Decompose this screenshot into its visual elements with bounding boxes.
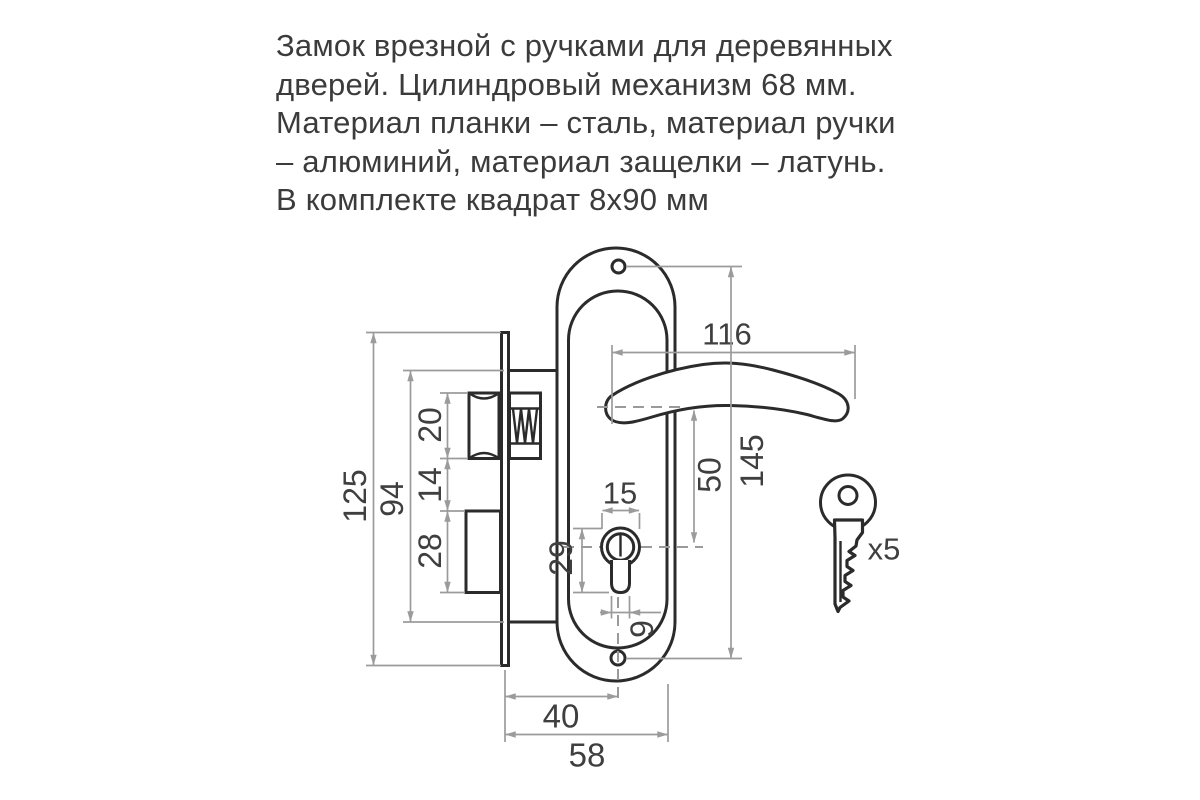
dim-label-cylinder-diameter: 15 (602, 475, 638, 511)
dim-label-plate-height: 125 (337, 469, 373, 523)
dim-label-latch-height: 20 (412, 407, 448, 443)
screw-hole-top (612, 260, 625, 273)
dim-label-case-height: 94 (374, 481, 410, 517)
description-line: дверей. Цилиндровый механизм 68 мм. (276, 66, 857, 102)
dim-label-latch-gap: 14 (412, 467, 448, 503)
dim-label-slot-width: 9 (624, 620, 660, 638)
dim-label-handle-to-cylinder: 50 (691, 457, 728, 493)
description-line: Замок врезной с ручками для деревянных (276, 28, 893, 63)
latch-bolt (469, 393, 499, 459)
plate-inner-outline (569, 291, 668, 648)
escutcheon-plate (557, 248, 675, 681)
key-illustration (821, 475, 901, 612)
dim-label-backset: 40 (542, 697, 580, 735)
deadbolt (466, 511, 501, 593)
dim-label-handle-length: 116 (702, 316, 752, 352)
keyhole-slot (612, 560, 630, 593)
description-line: Материал планки – сталь, материал ручки (276, 105, 896, 140)
description-line: В комплекте квадрат 8х90 мм (276, 182, 709, 217)
description-line: – алюминий, материал защелки – латунь. (276, 143, 886, 179)
key-head-hole (839, 487, 857, 505)
dim-label-deadbolt-height: 28 (412, 533, 448, 569)
dim-label-case-depth: 58 (568, 736, 606, 774)
key-quantity-label: x5 (867, 531, 901, 567)
dim-label-keyhole-height: 29 (543, 540, 579, 576)
faceplate (502, 333, 509, 666)
dim-label-screw-spacing: 145 (734, 434, 770, 488)
mortise-lock-body (466, 333, 561, 666)
key-blade (835, 520, 863, 612)
